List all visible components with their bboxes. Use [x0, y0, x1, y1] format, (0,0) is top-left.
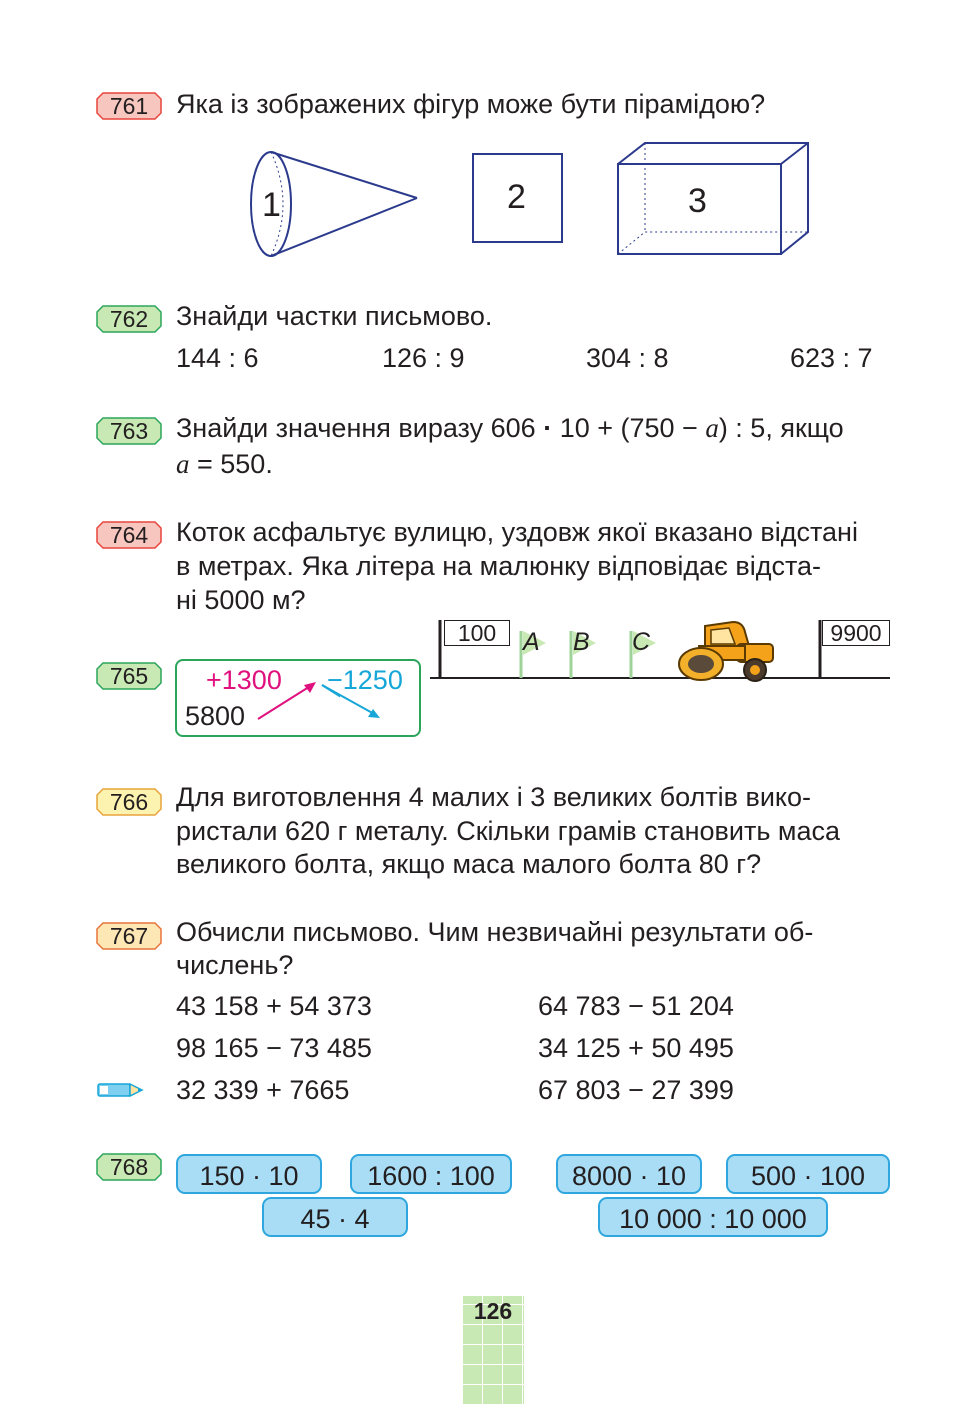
task-number-764: 764 [96, 521, 162, 549]
road-roller-icon [677, 616, 777, 682]
expression-762-3: 304 : 8 [586, 343, 669, 373]
task-763-line2 [176, 447, 273, 481]
expression-card-3: 45 · 4 [262, 1197, 408, 1237]
task-number-765: 765 [96, 662, 162, 690]
expression-card-6: 10 000 : 10 000 [598, 1197, 828, 1237]
chain-op-minus: −1250 [327, 665, 403, 695]
expression-762-1: 144 : 6 [176, 343, 259, 373]
task-number-768: 768 [96, 1153, 162, 1181]
expression-767-l2: 98 165 − 73 485 [176, 1033, 372, 1063]
road-start-label: 100 [444, 620, 510, 646]
text-fragment: ) : 5, якщо [718, 413, 844, 443]
task-766-line2: ристали 620 г металу. Скільки грамів становить маса [176, 816, 841, 846]
task-number-766: 766 [96, 788, 162, 816]
task-763-text [176, 411, 844, 445]
task-number-767: 767 [96, 922, 162, 950]
expression-767-r1: 64 783 − 51 204 [538, 991, 734, 1021]
task-766-line3: великого болта, якщо маса малого болта 80 г? [176, 849, 762, 879]
task-766-line1: Для виготовлення 4 малих і 3 великих болтів вико- [176, 782, 812, 812]
variable-a: a [176, 449, 190, 479]
expression-card-1: 150 · 10 [176, 1154, 322, 1194]
task-number-762: 762 [96, 305, 162, 333]
text-fragment: = 550. [189, 449, 273, 479]
figure-label-2: 2 [507, 178, 526, 216]
expression-card-4: 8000 · 10 [556, 1154, 702, 1194]
expression-767-r2: 34 125 + 50 495 [538, 1033, 734, 1063]
text-fragment: 10 + (750 − [552, 413, 706, 443]
expression-card-5: 500 · 100 [726, 1154, 890, 1194]
figures-761 [245, 138, 825, 268]
task-764-line1: Коток асфальтує вулицю, уздовж якої вказано відстані [176, 517, 858, 547]
chain-op-plus: +1300 [206, 665, 282, 695]
expression-767-r3: 67 803 − 27 399 [538, 1075, 734, 1105]
task-767-line1: Обчисли письмово. Чим незвичайні результати об- [176, 917, 814, 947]
flag-label-c: C [632, 628, 651, 656]
figure-label-3: 3 [688, 182, 707, 220]
figure-label-1: 1 [262, 186, 281, 224]
task-762-text: Знайди частки письмово. [176, 301, 493, 331]
task-764-line3: ні 5000 м? [176, 585, 306, 615]
flag-label-b: B [573, 628, 590, 656]
expression-762-4: 623 : 7 [790, 343, 873, 373]
expression-767-l3: 32 339 + 7665 [176, 1075, 350, 1105]
road-end-label: 9900 [822, 620, 890, 646]
text-fragment: Знайди значення виразу 606 [176, 413, 544, 443]
page-number: 126 [473, 1298, 513, 1324]
task-764-line2: в метрах. Яка літера на малюнку відповідає відста- [176, 551, 822, 581]
expression-card-2: 1600 : 100 [350, 1154, 512, 1194]
chain-start: 5800 [185, 701, 246, 731]
multiply-dot: · [543, 413, 553, 443]
pencil-icon [96, 1080, 146, 1100]
task-761-text: Яка із зображених фігур може бути пірамідою? [176, 89, 766, 119]
task-767-line2: числень? [176, 950, 294, 980]
flag-label-a: A [523, 628, 540, 656]
task-number-761: 761 [96, 92, 162, 120]
expression-767-l1: 43 158 + 54 373 [176, 991, 372, 1021]
task-number-763: 763 [96, 417, 162, 445]
expression-762-2: 126 : 9 [382, 343, 465, 373]
variable-a: a [705, 413, 719, 443]
